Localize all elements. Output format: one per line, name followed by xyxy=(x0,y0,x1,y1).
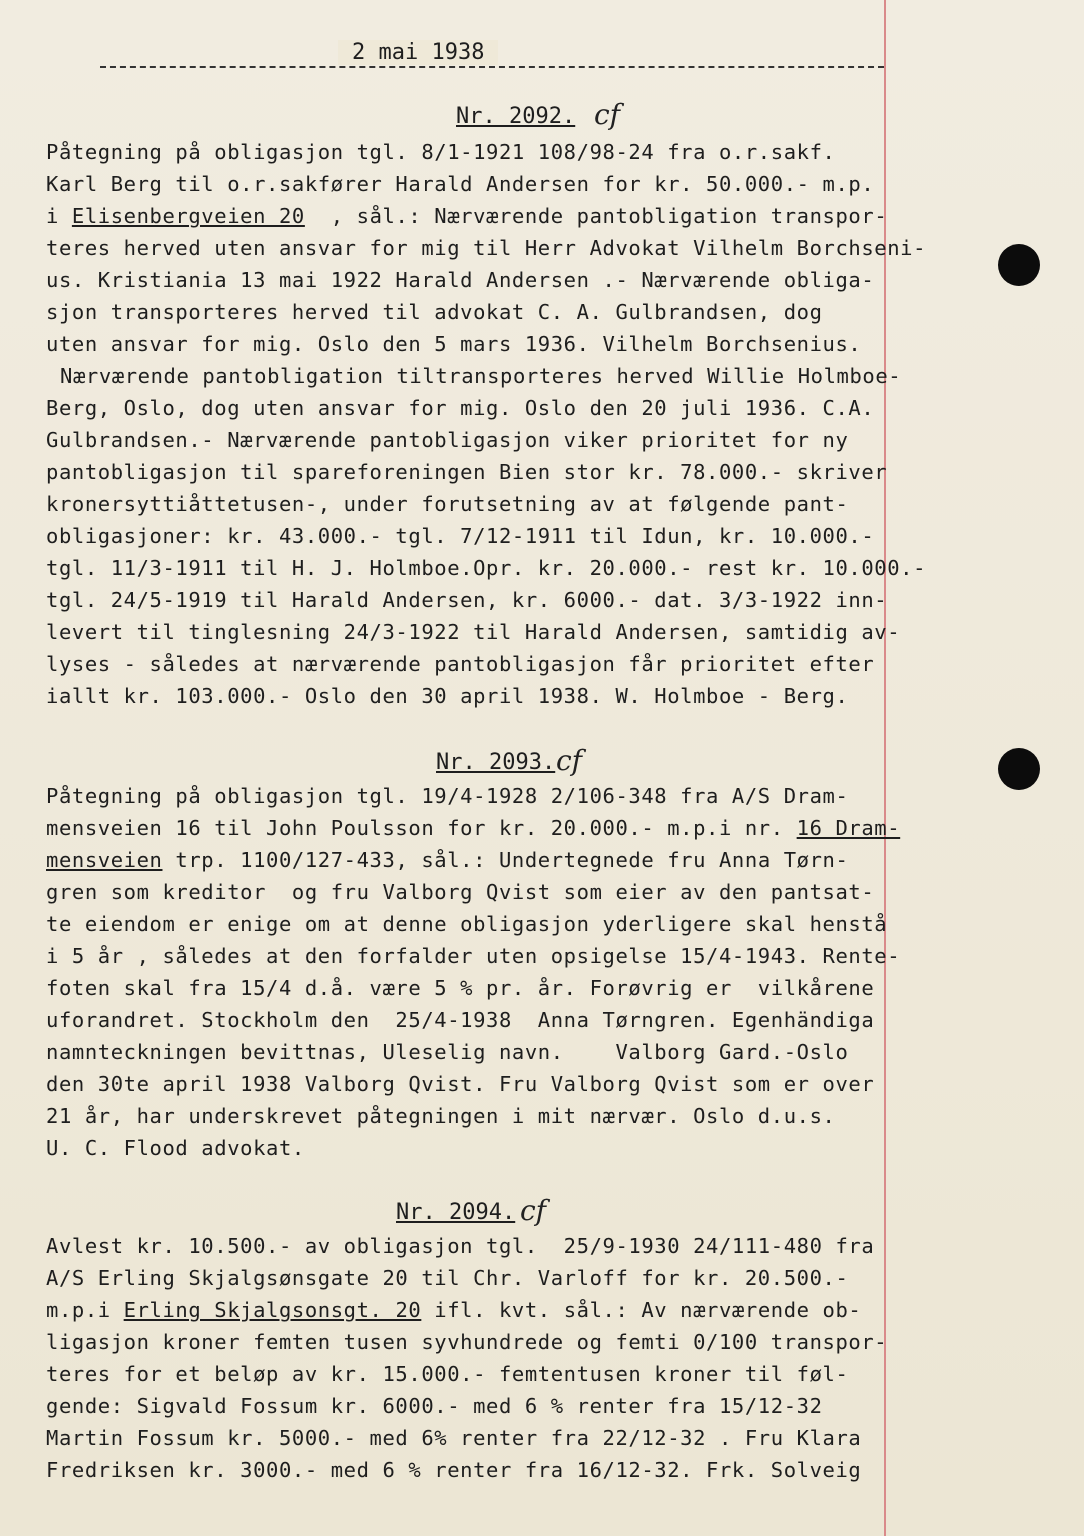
text-fragment: trp. 1100/127-433, sål.: Undertegnede fru Anna Tørn- xyxy=(162,848,849,872)
property-address: 16 Dram- xyxy=(796,816,901,840)
text-line: teres for et beløp av kr. 15.000.- femtentusen kroner til føl- xyxy=(46,1362,849,1386)
text-fragment: ifl. kvt. sål.: Av nærværende ob- xyxy=(421,1298,862,1322)
text-line: tgl. 24/5-1919 til Harald Andersen, kr. 6000.- dat. 3/3-1922 inn- xyxy=(46,588,888,612)
text-line: uten ansvar for mig. Oslo den 5 mars 1936. Vilhelm Borchsenius. xyxy=(46,332,862,356)
text-fragment: mensveien 16 til John Poulsson for kr. 20.000.- m.p.i nr. xyxy=(46,816,797,840)
text-line: A/S Erling Skjalgsønsgate 20 til Chr. Varloff for kr. 20.500.- xyxy=(46,1266,849,1290)
text-line: sjon transporteres herved til advokat C. A. Gulbrandsen, dog xyxy=(46,300,823,324)
text-line: Karl Berg til o.r.sakfører Harald Andersen for kr. 50.000.- m.p. xyxy=(46,172,875,196)
checkmark-icon: cf xyxy=(594,98,621,131)
page-date: 2 mai 1938 xyxy=(338,40,498,65)
binder-hole-icon xyxy=(998,244,1040,286)
text-line: uforandret. Stockholm den 25/4-1938 Anna Tørngren. Egenhändiga xyxy=(46,1008,875,1032)
text-line: namnteckningen bevittnas, Uleselig navn. Valborg Gard.-Oslo xyxy=(46,1040,849,1064)
text-line: tgl. 11/3-1911 til H. J. Holmboe.Opr. kr. 20.000.- rest kr. 10.000.- xyxy=(46,556,927,580)
text-line: Avlest kr. 10.500.- av obligasjon tgl. 25/9-1930 24/111-480 fra xyxy=(46,1234,875,1258)
text-fragment: m.p.i xyxy=(46,1298,124,1322)
text-line: us. Kristiania 13 mai 1922 Harald Andersen .- Nærværende obliga- xyxy=(46,268,875,292)
text-line: gren som kreditor og fru Valborg Qvist som eier av den pantsat- xyxy=(46,880,875,904)
text-line xyxy=(46,1298,861,1322)
entry-number: Nr. 2094. xyxy=(396,1200,516,1225)
text-line: obligasjoner: kr. 43.000.- tgl. 7/12-1911 til Idun, kr. 10.000.- xyxy=(46,524,875,548)
text-line: levert til tinglesning 24/3-1922 til Harald Andersen, samtidig av- xyxy=(46,620,901,644)
checkmark-icon: cf xyxy=(520,1194,547,1227)
text-line: Martin Fossum kr. 5000.- med 6% renter fra 22/12-32 . Fru Klara xyxy=(46,1426,862,1450)
entry-number: Nr. 2092. xyxy=(456,104,576,129)
text-line: Nærværende pantobligation tiltransporteres herved Willie Holmboe- xyxy=(60,364,902,388)
text-line: ligasjon kroner femten tusen syvhundrede og femti 0/100 transpor- xyxy=(46,1330,888,1354)
red-margin-line xyxy=(884,0,886,1536)
text-line xyxy=(46,204,887,228)
property-address: Elisenbergveien 20 xyxy=(71,204,305,228)
text-line: Fredriksen kr. 3000.- med 6 % renter fra 16/12-32. Frk. Solveig xyxy=(46,1458,862,1482)
text-line: iallt kr. 103.000.- Oslo den 30 april 1938. W. Holmboe - Berg. xyxy=(46,684,849,708)
text-line: gende: Sigvald Fossum kr. 6000.- med 6 % renter fra 15/12-32 xyxy=(46,1394,823,1418)
text-fragment: i xyxy=(46,204,72,228)
entry-number: Nr. 2093. xyxy=(436,750,556,775)
text-line: Gulbrandsen.- Nærværende pantobligasjon viker prioritet for ny xyxy=(46,428,849,452)
property-address: Erling Skjalgsonsgt. 20 xyxy=(123,1298,422,1322)
text-fragment: , sål.: Nærværende pantobligation transpor- xyxy=(330,204,888,228)
header-rule xyxy=(100,66,884,68)
text-line: Påtegning på obligasjon tgl. 8/1-1921 108/98-24 fra o.r.sakf. xyxy=(46,140,836,164)
text-line: Berg, Oslo, dog uten ansvar for mig. Oslo den 20 juli 1936. C.A. xyxy=(46,396,875,420)
property-address: mensveien xyxy=(46,848,163,872)
text-line: den 30te april 1938 Valborg Qvist. Fru Valborg Qvist som er over xyxy=(46,1072,875,1096)
text-line: teres herved uten ansvar for mig til Herr Advokat Vilhelm Borchseni- xyxy=(46,236,927,260)
text-line: te eiendom er enige om at denne obligasjon yderligere skal henstå xyxy=(46,912,888,936)
text-line: pantobligasjon til spareforeningen Bien stor kr. 78.000.- skriver xyxy=(46,460,888,484)
checkmark-icon: cf xyxy=(556,744,583,777)
text-line: foten skal fra 15/4 d.å. være 5 % pr. år. Forøvrig er vilkårene xyxy=(46,976,875,1000)
text-line: i 5 år , således at den forfalder uten opsigelse 15/4-1943. Rente- xyxy=(46,944,901,968)
text-line: Påtegning på obligasjon tgl. 19/4-1928 2/106-348 fra A/S Dram- xyxy=(46,784,849,808)
text-line: kronersyttiåttetusen-, under forutsetning av at følgende pant- xyxy=(46,492,849,516)
binder-hole-icon xyxy=(998,748,1040,790)
text-line: U. C. Flood advokat. xyxy=(46,1136,305,1160)
text-line xyxy=(46,848,848,872)
text-line: 21 år, har underskrevet påtegningen i mit nærvær. Oslo d.u.s. xyxy=(46,1104,836,1128)
text-line xyxy=(46,816,900,840)
text-line: lyses - således at nærværende pantobligasjon får prioritet efter xyxy=(46,652,875,676)
